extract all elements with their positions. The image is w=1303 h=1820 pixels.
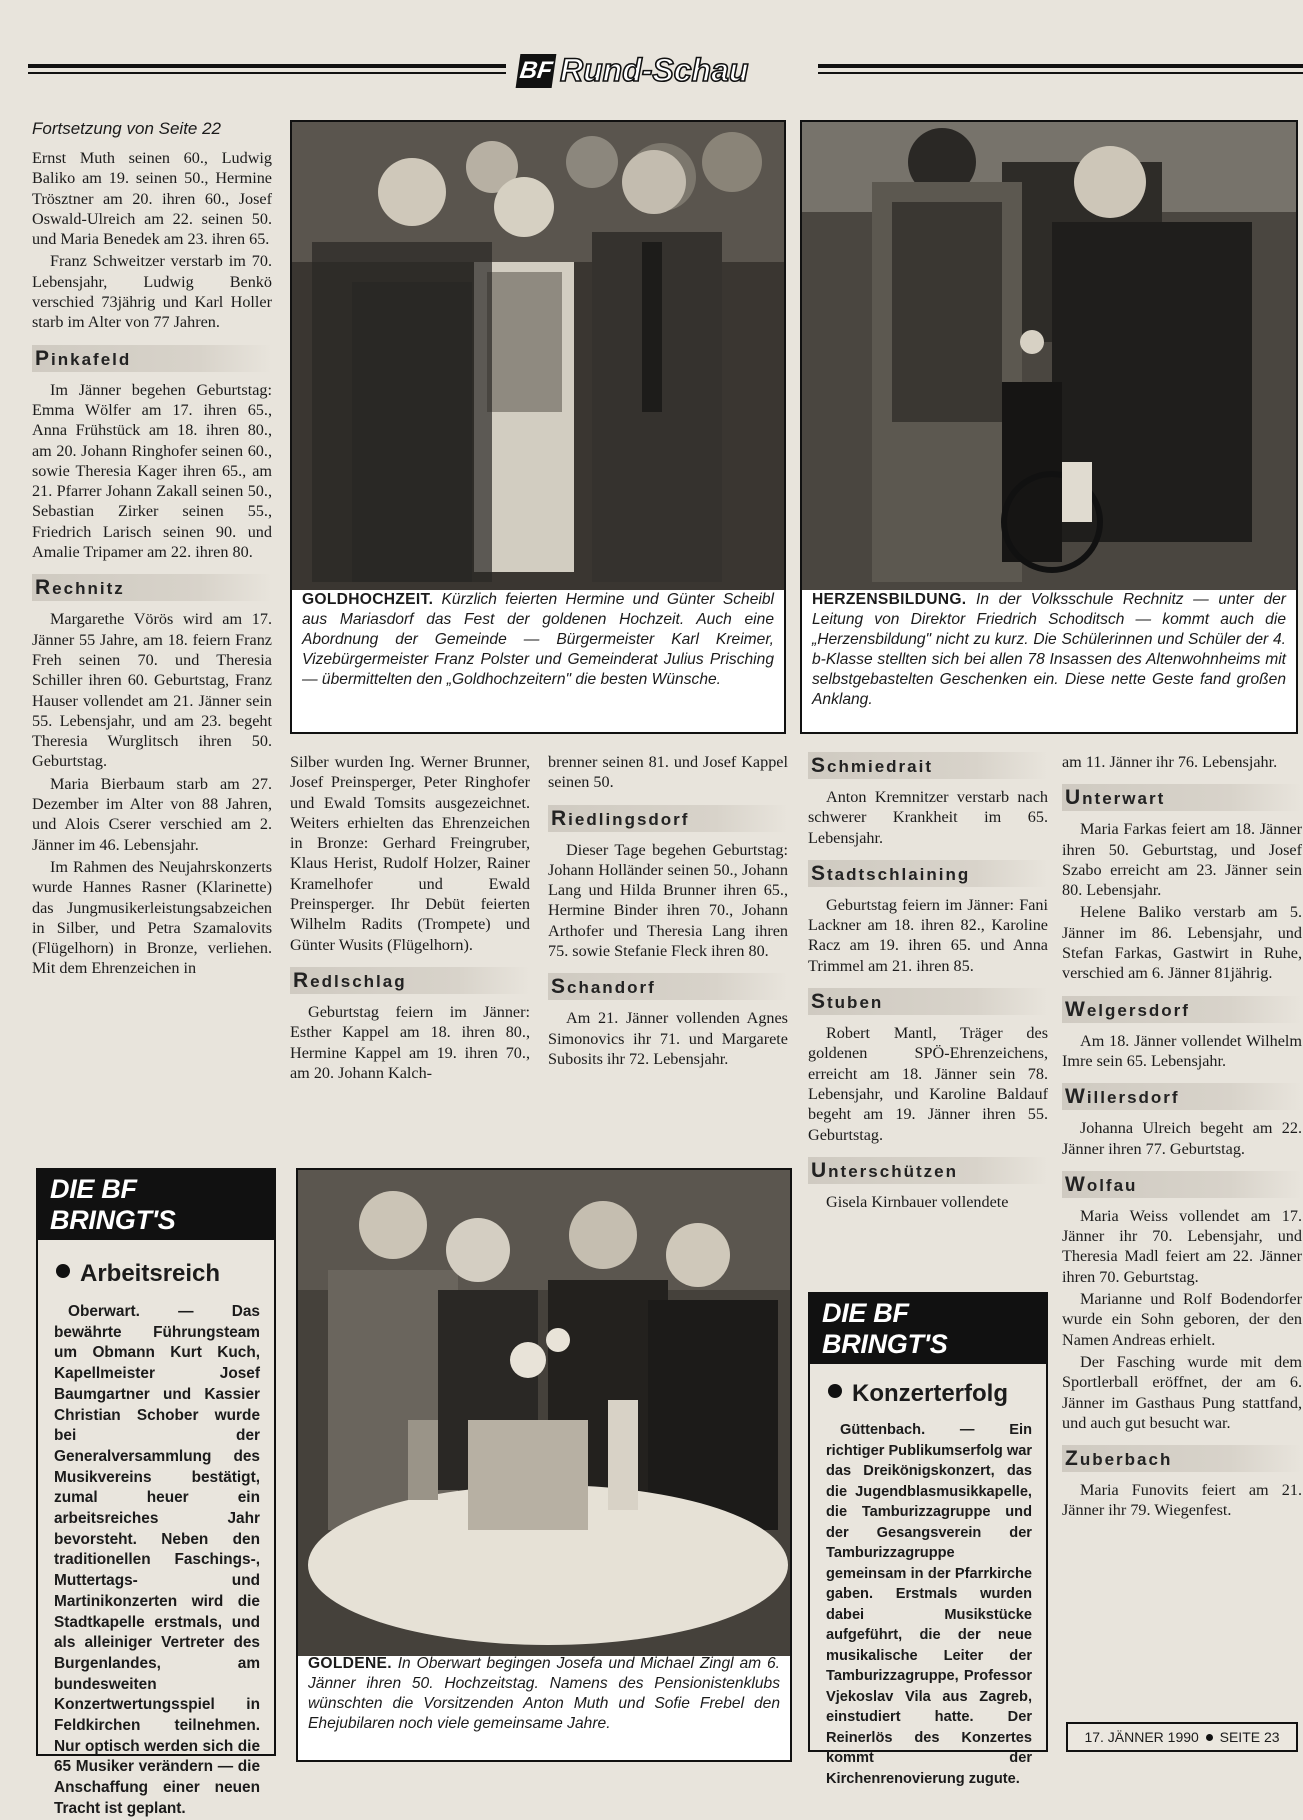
schandorf-paragraph: Am 21. Jänner vollenden Agnes Simonovics ihr 71. und Margarete Subosits ihr 72. Lebensjahr. (548, 1009, 788, 1068)
caption-goldene-lead: GOLDENE. (308, 1655, 392, 1672)
box-konzerterfolg-title: DIE BF BRINGT'S (810, 1294, 1046, 1364)
heading-riedlingsdorf: Riedlingsdorf (548, 805, 788, 832)
caption-goldene-text: In Oberwart begingen Josefa und Michael Zingl am 6. Jänner ihren 50. Hochzeitstag. Namens des Pensionistenklubs wünschten die Vorsitzenden Anton Muth und Sofie Frebel den Ehejubilaren noch viele gemeinsame Jahre. (308, 1655, 780, 1732)
photo-goldene (296, 1168, 792, 1762)
heading-redlschlag: Redlschlag (290, 967, 530, 994)
info-box-arbeitsreich (36, 1168, 276, 1817)
heading-zuberbach: Zuberbach (1062, 1445, 1302, 1472)
unterschuetzen-paragraph: Gisela Kirnbauer vollendete (826, 1192, 1009, 1211)
box-arbeitsreich-subtitle (56, 1260, 274, 1288)
rechnitz-paragraph-1: Margarethe Vörös wird am 17. Jänner 55 Jahre, am 18. feiern Franz Freh seinen 70. und Theresia Schiller ihren 60. Geburtstag, Franz Hauser vollendet am 21. Jänner sein 55. Lebensjahr, und am 23. begeht Theresia Wurglitsch ihren 50. Geburtstag. (32, 610, 272, 771)
masthead-rule-left (28, 64, 506, 68)
photo-herzensbildung (800, 120, 1298, 734)
rechnitz-paragraph-3: Im Rahmen des Neujahrskonzerts wurde Hannes Rasner (Klarinette) das Jungmusikerleistungsabzeichen in Silber, und Petra Szamalovits (Flügelhorn) in Bronze, verliehen. Mit dem Ehrenzeichen in (32, 857, 272, 978)
heading-willersdorf: Willersdorf (1062, 1083, 1302, 1110)
box-konzerterfolg-subtitle-text: Konzerterfolg (852, 1380, 1008, 1407)
caption-goldhochzeit (292, 586, 784, 732)
masthead-rule-right-thin (818, 72, 1303, 74)
bf-logo-icon (516, 54, 557, 88)
column-2 (290, 752, 530, 1085)
wolfau-paragraph-1: Maria Weiss vollendet am 17. Jänner ihr 70. Lebensjahr, und Theresia Madl feiert am 22. Jänner ihren 70. Geburtstag. (1062, 1206, 1302, 1286)
column-5 (1062, 752, 1302, 1523)
col3-paragraph-1: brenner seinen 81. und Josef Kappel seinen 50. (548, 753, 788, 792)
box-arbeitsreich-title: DIE BF BRINGT'S (38, 1170, 274, 1240)
heading-wolfau: Wolfau (1062, 1171, 1302, 1198)
caption-goldene (298, 1650, 790, 1760)
footer-page-number: SEITE 23 (1219, 1729, 1280, 1745)
caption-herzensbildung-lead: HERZENSBILDUNG. (812, 591, 967, 608)
heading-pinkafeld: Pinkafeld (32, 345, 272, 372)
unterwart-paragraph-2: Helene Baliko verstarb am 5. Jänner im 86. Lebensjahr, und Stefan Farkas, Gastwirt in Ruhe, verschied am 6. Jänner 81jährig. (1062, 903, 1302, 983)
heading-schandorf: Schandorf (548, 973, 788, 1000)
stadtschlaining-paragraph: Geburtstag feiern im Jänner: Fani Lackner am 18. ihren 82., Karoline Racz am 19. ihren 65. und Anna Trimmel am 21. ihren 85. (808, 895, 1048, 975)
masthead-rule-left-thin (28, 72, 506, 74)
stuben-paragraph: Robert Mantl, Träger des goldenen SPÖ-Ehrenzeichens, erreicht am 18. Jänner sein 78. Lebensjahr, und Karoline Baldauf begeht am 19. Jänner ihren 55. Geburtstag. (808, 1024, 1048, 1144)
info-box-konzerterfolg (808, 1292, 1048, 1787)
intro-paragraph-2: Franz Schweitzer verstarb im 70. Lebensjahr, Ludwig Benkö verschied 73jährig und Karl Holler starb im Alter von 77 Jahren. (32, 252, 272, 332)
riedlingsdorf-paragraph: Dieser Tage begehen Geburtstag: Johann Holländer seinen 50., Johann Lang und Hilda Brunner ihren 65., Hermine Binder ihren 70., Johann Arthofer und Theresia Lang ihren 75. sowie Stefanie Fleck ihren 80. (548, 840, 788, 961)
wolfau-paragraph-2: Marianne und Rolf Bodendorfer wurde ein Sohn geboren, der den Namen Andreas erhielt. (1062, 1290, 1302, 1349)
bullet-icon (828, 1384, 842, 1398)
goldene-photo-image (298, 1170, 790, 1656)
unterwart-paragraph-1: Maria Farkas feiert am 18. Jänner ihren 50. Geburtstag, und Josef Szabo erreicht am 23. Jänner sein 80. Lebensjahr. (1062, 820, 1302, 900)
box-arbeitsreich-text: Oberwart. — Das bewährte Führungsteam um Obmann Kurt Kuch, Kapellmeister Josef Baumgartner und Kassier Christian Schober wurde bei der Generalversammlung des Musikvereins bestätigt, zumal heuer ein arbeitsreiches Jahr bevorsteht. Neben den traditionellen Faschings-, Muttertags- und Martinikonzerten wird die Stadtkapelle erstmals, und als alleiniger Vertreter des Burgenlandes, am bundesweiten Konzertwertungsspiel in Feldkirchen teilnehmen. Nur optisch werden sich die 65 Musiker verändern — die Anschaffung einer neuen Tracht ist geplant. (54, 1303, 260, 1817)
column-3 (548, 752, 788, 1071)
welgersdorf-paragraph: Am 18. Jänner vollendet Wilhelm Imre sein 65. Lebensjahr. (1062, 1031, 1302, 1070)
caption-herzensbildung (802, 586, 1296, 732)
herzensbildung-photo-image (802, 122, 1296, 590)
col2-paragraph-1: Silber wurden Ing. Werner Brunner, Josef Preinsperger, Peter Ringhofer und Ewald Tomsits ausgezeichnet. Weiters erhielten das Ehrenzeichen in Bronze: Gerhard Freingruber, Klaus Herist, Rudolf Holzer, Rainer Kramelhofer und Ewald Preinsperger. Ihr Debüt feierten Wilhelm Radits (Trompete) und Günter Wusits (Flügelhorn). (290, 753, 530, 954)
willersdorf-paragraph: Johanna Ulreich begeht am 22. Jänner ihren 77. Geburtstag. (1062, 1119, 1302, 1158)
bullet-icon (56, 1264, 70, 1278)
intro-paragraph-1: Ernst Muth seinen 60., Ludwig Baliko am 19. seinen 50., Hermine Trösztner am 20. ihren 60., Josef Oswald-Ulreich am 22. seinen 50. und Maria Benedek am 23. ihren 65. (32, 149, 272, 249)
caption-goldhochzeit-lead: GOLDHOCHZEIT. (302, 591, 434, 608)
box-konzerterfolg-subtitle (828, 1380, 1046, 1408)
heading-stuben: Stuben (808, 988, 1048, 1015)
heading-unterwart: Unterwart (1062, 784, 1302, 811)
page-footer (1066, 1722, 1298, 1752)
footer-date: 17. JÄNNER 1990 (1084, 1729, 1199, 1745)
goldhochzeit-photo-image (292, 122, 784, 590)
wolfau-paragraph-3: Der Fasching wurde mit dem Sportlerball eröffnet, der am 6. Jänner im Gasthaus Pung stattfand, und auch gut besucht war. (1062, 1352, 1302, 1432)
redlschlag-paragraph: Geburtstag feiern im Jänner: Esther Kappel am 18. ihren 80., Hermine Kappel am 19. ihren 70., am 20. Johann Kalch- (290, 1002, 530, 1082)
fortsetzung-note: Fortsetzung von Seite 22 (32, 119, 222, 138)
schmiedrait-paragraph: Anton Kremnitzer verstarb nach schwerer Krankheit im 65. Lebensjahr. (808, 788, 1048, 847)
photo-goldhochzeit (290, 120, 786, 734)
zuberbach-paragraph: Maria Funovits feiert am 21. Jänner ihr 79. Wiegenfest. (1062, 1481, 1302, 1520)
col5-paragraph-1: am 11. Jänner ihr 76. Lebensjahr. (1062, 753, 1278, 771)
pinkafeld-paragraph: Im Jänner begehen Geburtstag: Emma Wölfer am 17. ihren 65., Anna Frühstück am 18. ihren 80., am 20. Johann Ringhofer seinen 60., sowie Theresia Kager ihren 65., am 21. Pfarrer Johann Zakall seinen 50., Sebastian Zirker seinen 55., Friedrich Larisch seinen 90. und Amalie Tripamer am 22. ihren 80. (32, 380, 272, 562)
heading-stadtschlaining: Stadtschlaining (808, 860, 1048, 887)
masthead-title: Rund-Schau (560, 52, 749, 88)
heading-rechnitz: Rechnitz (32, 574, 272, 601)
box-arbeitsreich-subtitle-text: Arbeitsreich (80, 1260, 221, 1287)
box-konzerterfolg-text: Güttenbach. — Ein richtiger Publikumserfolg war das Dreikönigskonzert, das die Jugendblasmusikkapelle, die Tamburizzagruppe und der Gesangsverein der Tamburizzagruppe gemeinsam in der Pfarrkirche gaben. Erstmals wurden dabei Musikstücke aufgeführt, die der neue musikalische Leiter der Tamburizzagruppe, Professor Vjekoslav Vila aus Zagreb, einstudiert hatte. Der Reinerlös des Konzertes kommt der Kirchenrenovierung zugute. (826, 1422, 1032, 1787)
heading-schmiedrait: Schmiedrait (808, 752, 1048, 779)
caption-goldhochzeit-text: Kürzlich feierten Hermine und Günter Scheibl aus Mariasdorf das Fest der goldenen Hochzeit. Auch eine Abordnung der Gemeinde — Bürgermeister Karl Kreimer, Vizebürgermeister Franz Polster und Gemeinderat Julius Prisching — übermittelten den „Goldhochzeitern" die besten Wünsche. (302, 591, 774, 688)
column-4 (808, 740, 1048, 1214)
rechnitz-paragraph-2: Maria Bierbaum starb am 27. Dezember im Alter von 88 Jahren, und Alois Cserer verschied am 2. Jänner im 46. Lebensjahr. (32, 774, 272, 854)
logo-bf-text: BF (518, 57, 554, 84)
caption-herzensbildung-text: In der Volksschule Rechnitz — unter der Leitung von Direktor Friedrich Schoditsch — kommt auch die „Herzensbildung" nicht zu kurz. Die Schülerinnen und Schüler der 4. b-Klasse stellten sich bei allen 78 Insassen des Altenwohnheims mit selbstgebastelten Geschenken ein. Diese nette Geste fand großen Anklang. (812, 591, 1286, 708)
masthead-rule-right (818, 64, 1303, 68)
heading-unterschuetzen: Unterschützen (808, 1157, 1048, 1184)
masthead (28, 52, 1303, 92)
heading-welgersdorf: Welgersdorf (1062, 996, 1302, 1023)
column-1 (32, 114, 272, 981)
footer-bullet-icon (1206, 1734, 1213, 1741)
